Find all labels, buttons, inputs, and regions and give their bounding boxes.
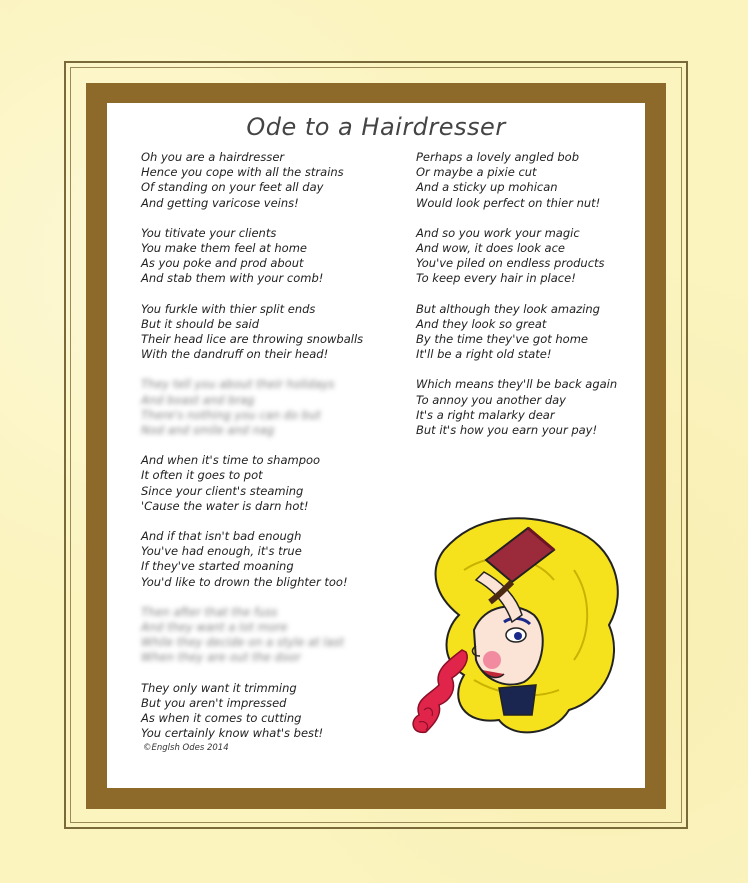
- right-column: [416, 150, 636, 453]
- poem-line: Hence you cope with all the strains: [141, 165, 344, 180]
- poem-line: But although they look amazing: [416, 301, 600, 316]
- stanza: [141, 150, 371, 211]
- poem-line: Then after that the fuss: [141, 604, 278, 619]
- poem-line: There's nothing you can do but: [141, 407, 321, 422]
- poem-line: As you poke and prod about: [141, 256, 304, 271]
- poem-line: 'Cause the water is darn hot!: [141, 498, 309, 513]
- left-column: [141, 150, 371, 757]
- stanza: [416, 302, 636, 363]
- stanza: [141, 302, 371, 363]
- poem-line: But it should be said: [141, 316, 260, 331]
- poem-line: To annoy you another day: [416, 392, 566, 407]
- poem-line: And so you work your magic: [416, 225, 580, 240]
- poem-line: Their head lice are throwing snowballs: [141, 332, 364, 347]
- poem-line: To keep every hair in place!: [416, 271, 576, 286]
- poem-line: And a sticky up mohican: [416, 180, 558, 195]
- stanza: [141, 453, 371, 514]
- blurred-stanza: [141, 377, 371, 438]
- poem-line: It's a right malarky dear: [416, 407, 555, 422]
- poem-line: As when it comes to cutting: [141, 711, 302, 726]
- poem-line: And they look so great: [416, 316, 547, 331]
- poem-line: Perhaps a lovely angled bob: [416, 150, 579, 164]
- poem-title: Ode to a Hairdresser: [246, 113, 506, 141]
- poem-line: You furkle with thier split ends: [141, 301, 316, 316]
- copyright-text: ©Englsh Odes 2014: [143, 743, 229, 753]
- poem-line: Of standing on your feet all day: [141, 180, 324, 195]
- poem-line: And if that isn't bad enough: [141, 529, 302, 544]
- poem-line: They only want it trimming: [141, 680, 297, 695]
- poem-line: Since your client's steaming: [141, 483, 304, 498]
- poem-line: While they decide on a style at last: [141, 635, 344, 650]
- poem-line: Oh you are a hairdresser: [141, 150, 285, 164]
- stanza: [416, 150, 636, 211]
- poem-line: And boast and brag: [141, 392, 255, 407]
- poem-line: And getting varicose veins!: [141, 195, 299, 210]
- poem-line: It'll be a right old state!: [416, 347, 552, 362]
- poem-line: You certainly know what's best!: [141, 726, 324, 741]
- stanza: [141, 681, 371, 742]
- stanza: [141, 529, 371, 590]
- poem-line: But you aren't impressed: [141, 695, 287, 710]
- poem-line: If they've started moaning: [141, 559, 294, 574]
- poem-line: You'd like to drown the blighter too!: [141, 574, 348, 589]
- poem-line: And they want a lot more: [141, 620, 288, 635]
- poem-line: You make them feel at home: [141, 241, 307, 256]
- poem-sheet: [107, 103, 645, 788]
- poem-line: You titivate your clients: [141, 225, 277, 240]
- stanza: [416, 226, 636, 287]
- poem-line: You've had enough, it's true: [141, 544, 302, 559]
- poem-line: When they are out the door: [141, 650, 301, 665]
- poem-line: They tell you about their holidays: [141, 377, 335, 392]
- poem-line: And when it's time to shampoo: [141, 453, 321, 468]
- blurred-stanza: [141, 605, 371, 666]
- stanza: [416, 377, 636, 438]
- poem-line: Which means they'll be back again: [416, 377, 618, 392]
- stanza: [141, 226, 371, 287]
- poem-line: Would look perfect on thier nut!: [416, 195, 601, 210]
- poem-line: Nod and smile and nag: [141, 423, 275, 438]
- hairdresser-cartoon-icon: [404, 510, 629, 740]
- poem-line: And wow, it does look ace: [416, 241, 565, 256]
- poem-line: And stab them with your comb!: [141, 271, 324, 286]
- poem-line: With the dandruff on their head!: [141, 347, 329, 362]
- poem-line: But it's how you earn your pay!: [416, 423, 598, 438]
- poem-line: You've piled on endless products: [416, 256, 605, 271]
- poem-line: It often it goes to pot: [141, 468, 263, 483]
- poem-line: By the time they've got home: [416, 332, 588, 347]
- poem-line: Or maybe a pixie cut: [416, 165, 537, 180]
